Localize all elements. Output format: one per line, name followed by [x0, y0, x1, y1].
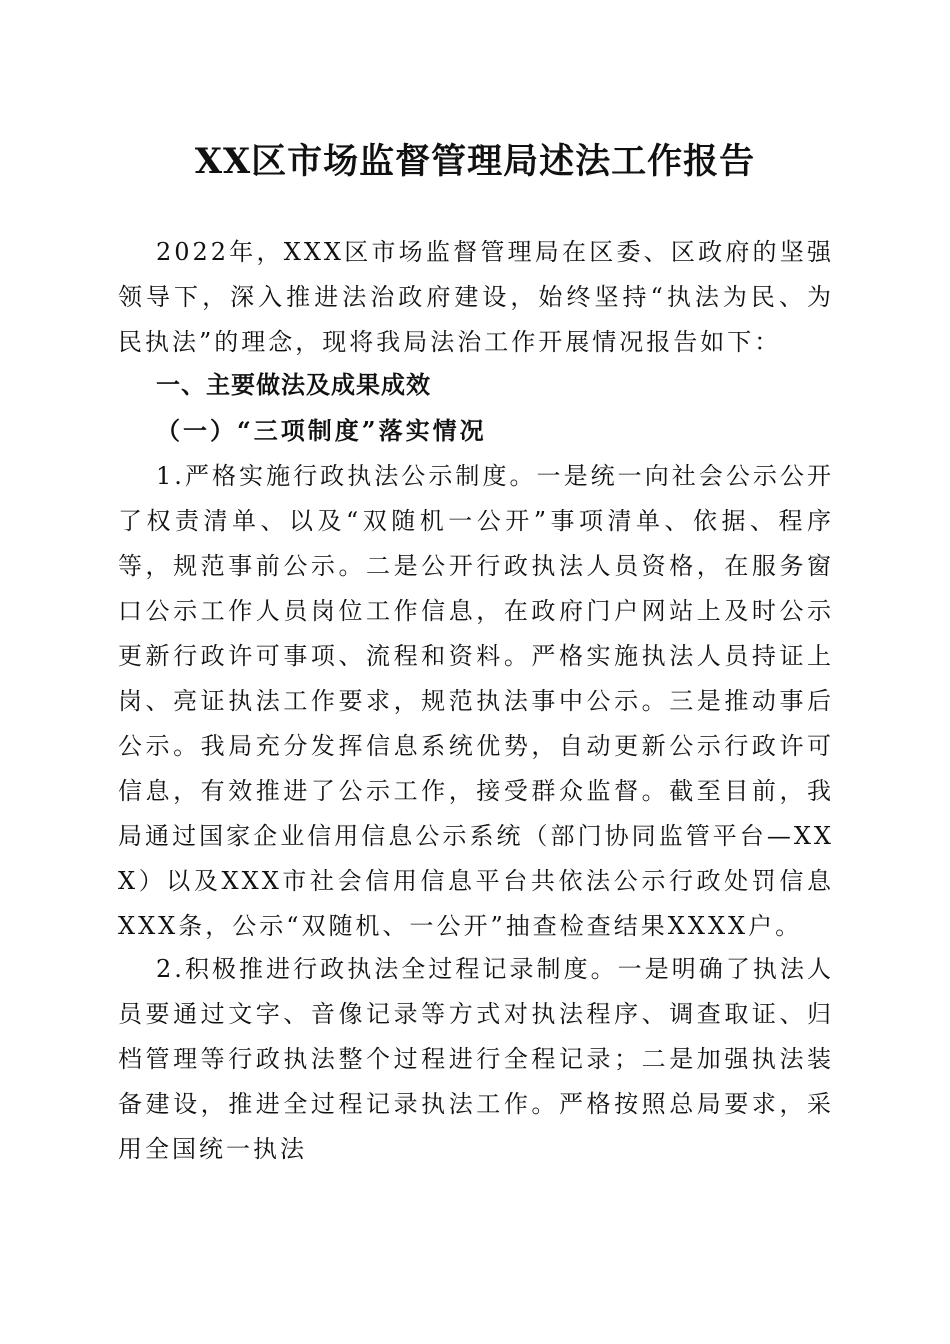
intro-paragraph: 2022年，XXX区市场监督管理局在区委、区政府的坚强领导下，深入推进法治政府建设，始终坚持“执法为民、为民执法”的理念，现将我局法治工作开展情况报告如下： — [118, 238, 834, 356]
paragraph-full-process-recording: 2.积极推进行政执法全过程记录制度。一是明确了执法人员要通过文字、音像记录等方式对执法程序、调查取证、归档管理等行政执法整个过程进行全程记录；二是加强执法装备建设，推进全过程记录执法工作。严格按照总局要求，采用全国统一执法 — [118, 955, 834, 1163]
paragraph-enforcement-disclosure: 1.严格实施行政执法公示制度。一是统一向社会公示公开了权责清单、以及“双随机一公开”事项清单、依据、程序等，规范事前公示。二是公开行政执法人员资格，在服务窗口公示工作人员岗位工作信息，在政府门户网站上及时公示更新行政许可事项、流程和资料。严格实施执法人员持证上岗、亮证执法工作要求，规范执法事中公示。三是推动事后公示。我局充分发挥信息系统优势，自动更新公示行政许可信息，有效推进了公示工作，接受群众监督。截至目前，我局通过国家企业信用信息公示系统（部门协同监管平台—XXX）以及XXX市社会信用信息平台共依法公示行政处罚信息XXX条，公示“双随机、一公开”抽查检查结果XXXX户。 — [118, 462, 834, 940]
document-title: XX区市场监督管理局述法工作报告 — [194, 141, 756, 182]
subsection-heading-three-systems: （一）“三项制度”落实情况 — [156, 416, 487, 445]
section-heading-main-practices: 一、主要做法及成果成效 — [156, 371, 431, 399]
